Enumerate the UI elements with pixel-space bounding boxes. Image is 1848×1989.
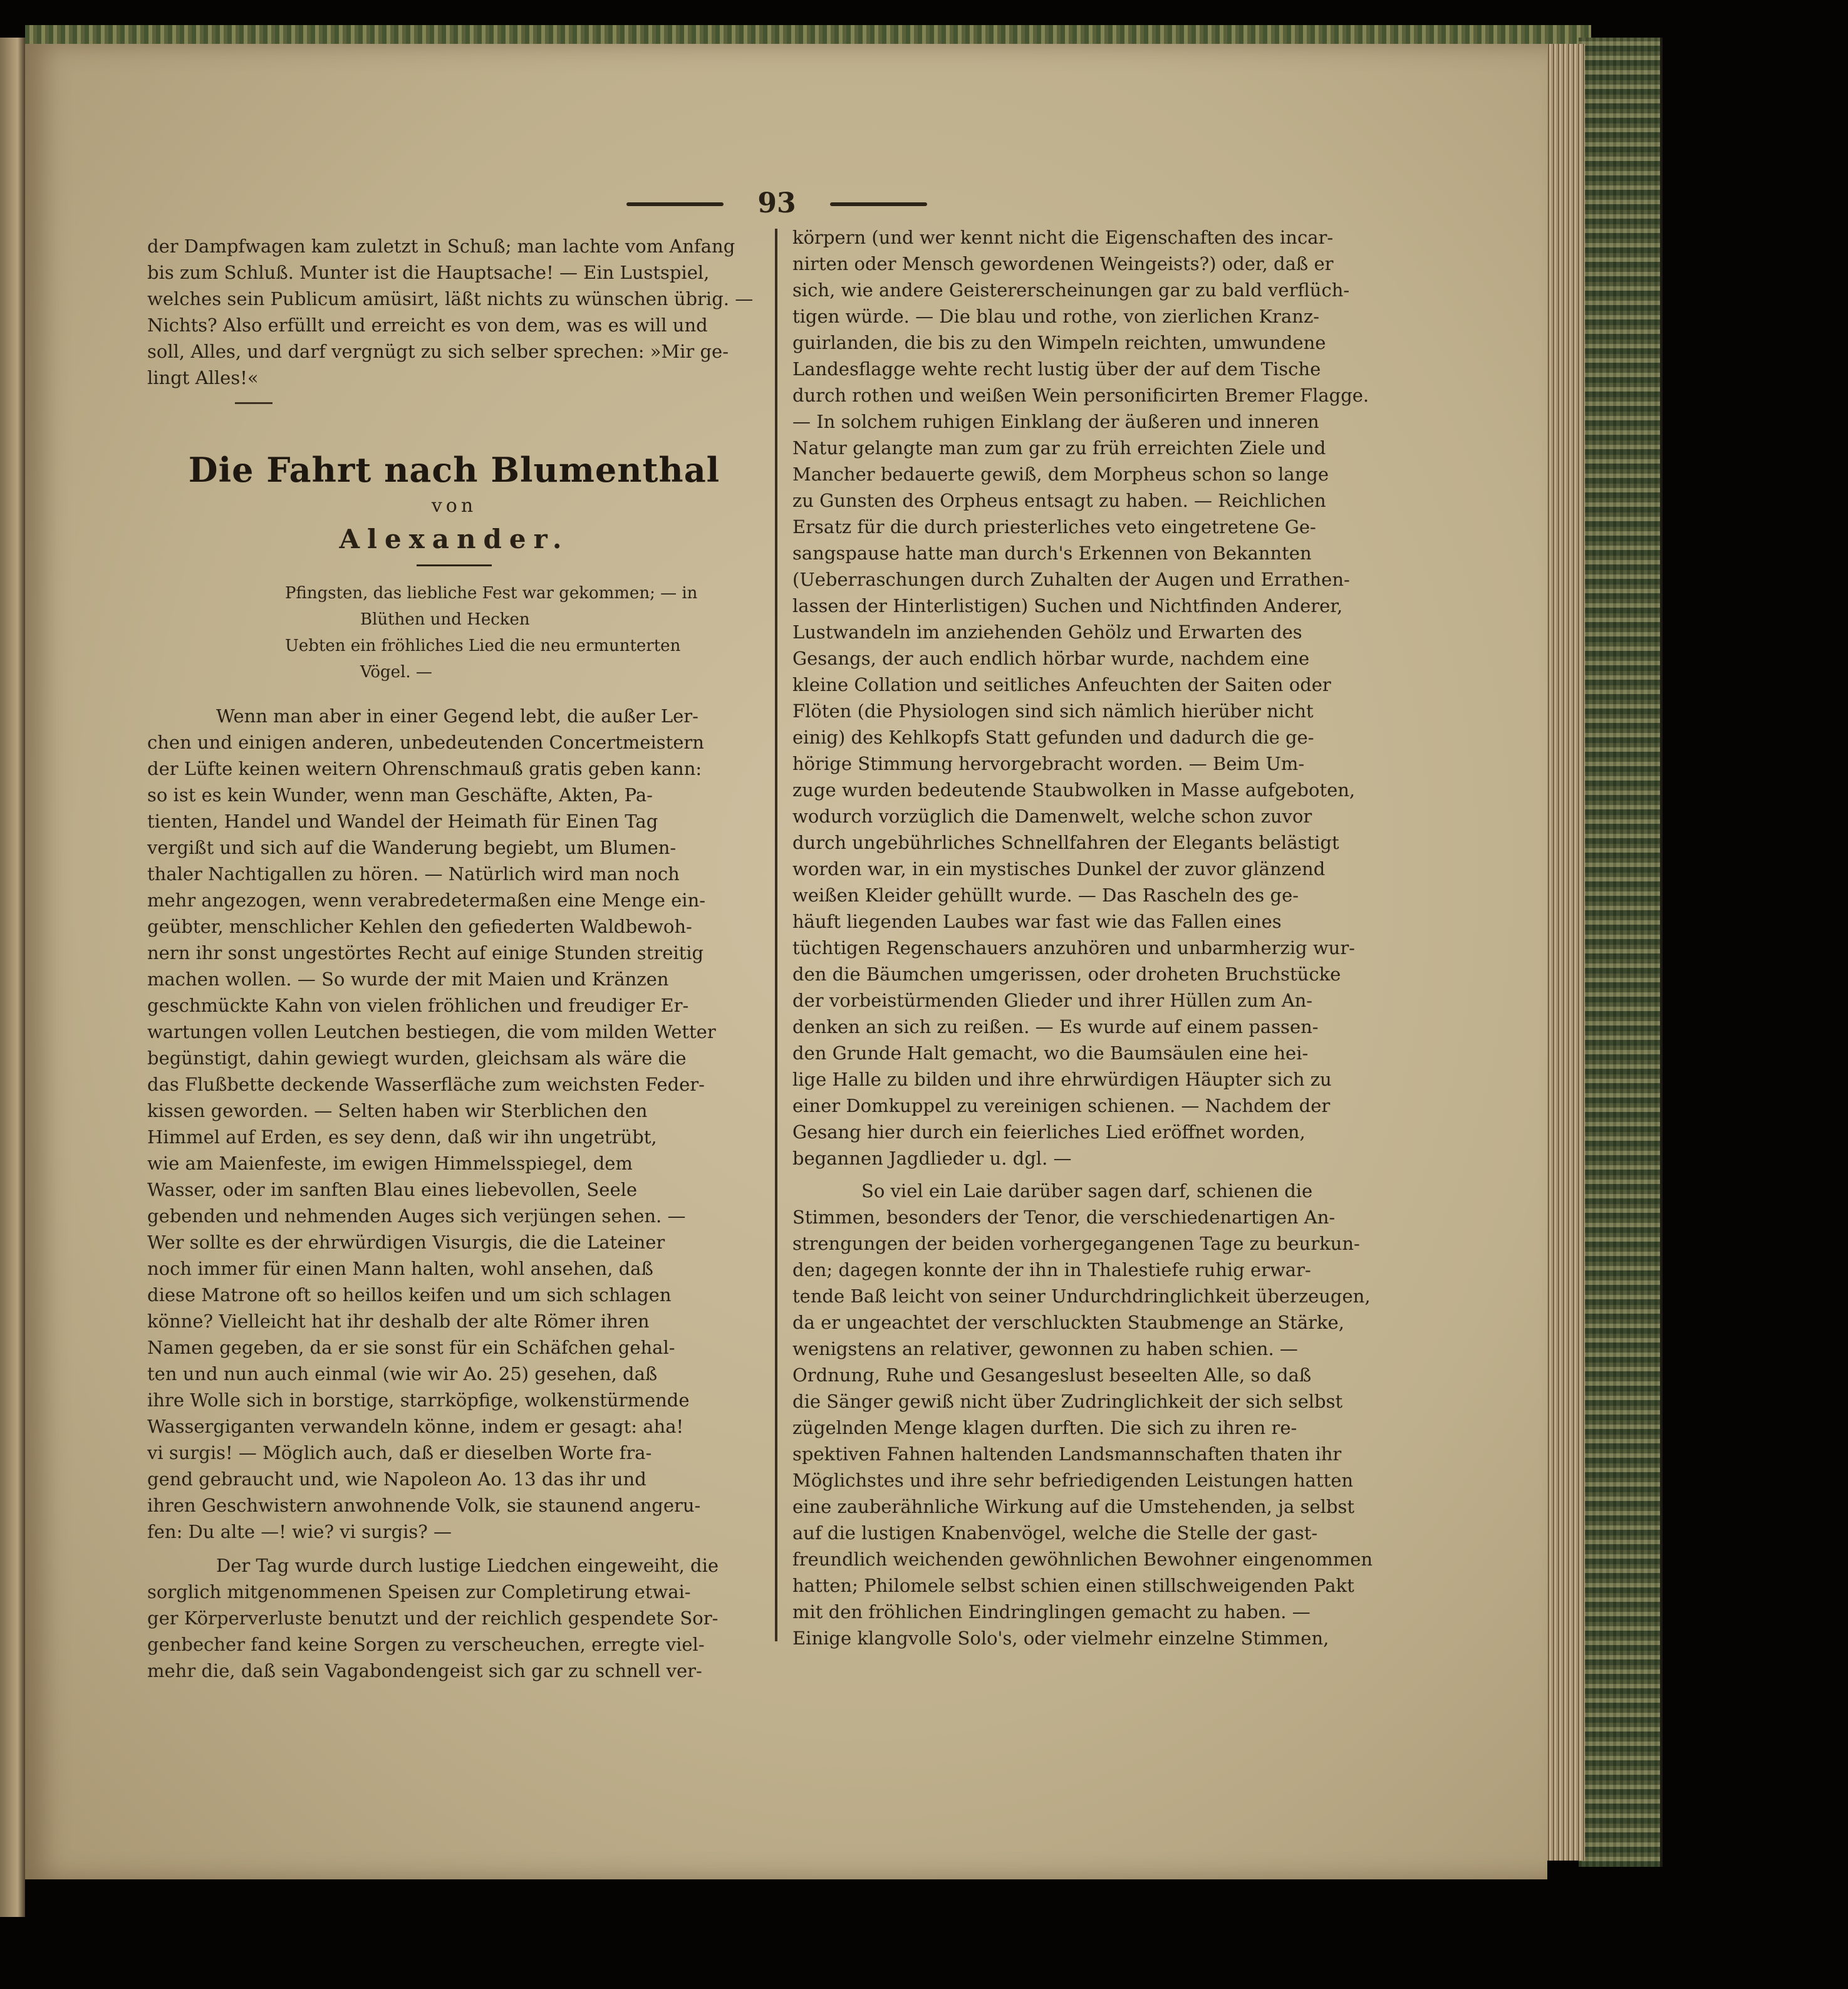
text-line: Landesflagge wehte recht lustig über der auf dem Tische [792,358,1321,380]
text-line: sich, wie andere Geistererscheinungen gar zu bald verflüch- [792,279,1350,301]
text-line: guirlanden, die bis zu den Wimpeln reichten, umwundene [792,332,1326,353]
marbled-cover-right [1579,38,1663,1867]
motto [147,580,761,685]
text-line: körpern (und wer kennt nicht die Eigenschaften des incar- [792,227,1334,248]
motto-line: Vögel. — [360,663,432,682]
text-line: wenigstens an relativer, gewonnen zu haben schien. — [792,1338,1298,1359]
text-line: chen und einigen anderen, unbedeutenden Concertmeistern [147,732,704,753]
text-line: ten und nun auch einmal (wie wir Ao. 25) gesehen, daß [147,1363,658,1384]
text-line: tüchtigen Regenschauers anzuhören und unbarmherzig wur- [792,937,1355,958]
text-line: Gesang hier durch ein feierliches Lied eröffnet worden, [792,1121,1306,1143]
text-line: durch rothen und weißen Wein personificirten Bremer Flagge. [792,385,1369,406]
text-line: mehr angezogen, wenn verabredetermaßen eine Menge ein- [147,890,706,911]
text-line: Namen gegeben, da er sie sonst für ein Schäfchen gehal- [147,1337,675,1358]
text-line: Wassergiganten verwandeln könne, indem er gesagt: aha! [147,1416,684,1437]
text-line: vi surgis! — Möglich auch, daß er dieselben Worte fra- [147,1442,652,1463]
body-paragraph [147,703,761,1545]
motto-line: Pfingsten, das liebliche Fest war gekommen; — in [285,584,698,603]
text-line: bis zum Schluß. Munter ist die Hauptsache! — Ein Lustspiel, [147,262,710,283]
text-line: machen wollen. — So wurde der mit Maien und Kränzen [147,969,669,990]
article-byline: von [431,495,477,517]
text-line: tienten, Handel und Wandel der Heimath für Einen Tag [147,811,658,832]
text-line: Nichts? Also erfüllt und erreicht es von dem, was es will und [147,314,708,336]
article-title: Die Fahrt nach Blumenthal [188,450,720,490]
text-line: begannen Jagdlieder u. dgl. — [792,1148,1072,1169]
body-paragraph [792,1178,1413,1651]
text-line: zügelnden Menge klagen durften. Die sich zu ihren re- [792,1417,1297,1438]
text-line: spektiven Fahnen haltenden Landsmannschaften thaten ihr [792,1443,1342,1465]
intro-paragraph [147,233,761,391]
text-line: vergißt und sich auf die Wanderung begiebt, um Blumen- [147,837,677,858]
text-line: wodurch vorzüglich die Damenwelt, welche schon zuvor [792,806,1312,827]
text-line: durch ungebührliches Schnellfahren der Elegants belästigt [792,832,1339,853]
text-line: einer Domkuppel zu vereinigen schienen. — Nachdem der [792,1095,1331,1116]
text-line: weißen Kleider gehüllt wurde. — Das Rascheln des ge- [792,885,1299,906]
text-line: so ist es kein Wunder, wenn man Geschäfte, Akten, Pa- [147,784,653,806]
text-line: Natur gelangte man zum gar zu früh erreichten Ziele und [792,437,1326,459]
text-line: denken an sich zu reißen. — Es wurde auf einem passen- [792,1016,1319,1037]
text-line: kleine Collation und seitliches Anfeuchten der Saiten oder [792,674,1331,695]
text-line: hörige Stimmung hervorgebracht worden. — Beim Um- [792,753,1305,774]
text-line: der Lüfte keinen weitern Ohrenschmauß gratis geben kann: [147,758,702,779]
text-line: könne? Vielleicht hat ihr deshalb der alte Römer ihren [147,1311,650,1332]
text-line: Himmel auf Erden, es sey denn, daß wir ihn ungetrübt, [147,1126,657,1148]
header-rule-right [830,202,927,206]
text-line: mit den fröhlichen Eindringlingen gemacht zu haben. — [792,1601,1311,1623]
text-line: nirten oder Mensch gewordenen Weingeists?) oder, daß er [792,253,1334,274]
text-line: worden war, in ein mystisches Dunkel der zuvor glänzend [792,858,1326,880]
article-author: Alexander. [339,524,569,554]
text-line: Gesangs, der auch endlich hörbar wurde, nachdem eine [792,648,1310,669]
text-line: Wasser, oder im sanften Blau eines liebevollen, Seele [147,1179,638,1200]
text-line: lige Halle zu bilden und ihre ehrwürdigen Häupter sich zu [792,1069,1332,1090]
text-line: zuge wurden bedeutende Staubwolken in Masse aufgeboten, [792,779,1356,801]
text-line: ger Körperverluste benutzt und der reichlich gespendete Sor- [147,1607,719,1629]
text-line: tende Baß leicht von seiner Undurchdringlichkeit überzeugen, [792,1285,1371,1307]
text-line: hatten; Philomele selbst schien einen stillschweigenden Pakt [792,1575,1354,1596]
motto-line: Uebten ein fröhliches Lied die neu ermunterten [285,636,681,655]
text-line: strengungen der beiden vorhergegangenen Tage zu beurkun- [792,1233,1360,1254]
text-line: mehr die, daß sein Vagabondengeist sich gar zu schnell ver- [147,1660,702,1681]
text-line: zu Gunsten des Orpheus entsagt zu haben. — Reichlichen [792,490,1326,511]
text-line: auf die lustigen Knabenvögel, welche die Stelle der gast- [792,1522,1318,1544]
text-line: wie am Maienfeste, im ewigen Himmelsspiegel, dem [147,1153,633,1174]
text-line: — In solchem ruhigen Einklang der äußeren und inneren [792,411,1319,432]
text-line: welches sein Publicum amüsirt, läßt nichts zu wünschen übrig. — [147,288,754,309]
text-line: die Sänger gewiß nicht über Zudringlichkeit der sich selbst [792,1391,1343,1412]
text-line: da er ungeachtet der verschluckten Staubmenge an Stärke, [792,1312,1344,1333]
text-line: geübter, menschlicher Kehlen den gefiederten Waldbewoh- [147,916,692,937]
body-paragraph [147,1552,761,1684]
text-line: soll, Alles, und darf vergnügt zu sich selber sprechen: »Mir ge- [147,341,729,362]
text-line: Einige klangvolle Solo's, oder vielmehr einzelne Stimmen, [792,1628,1329,1649]
text-line: Der Tag wurde durch lustige Liedchen eingeweiht, die [216,1555,719,1576]
text-line: Wenn man aber in einer Gegend lebt, die außer Ler- [216,705,698,727]
text-line: Möglichstes und ihre sehr befriedigenden Leistungen hatten [792,1470,1354,1491]
text-line: fen: Du alte —! wie? vi surgis? — [147,1521,452,1542]
text-line: Mancher bedauerte gewiß, dem Morpheus schon so lange [792,464,1329,485]
text-line: genbecher fand keine Sorgen zu verscheuchen, erregte viel- [147,1634,705,1655]
page-block-edges [1541,44,1585,1861]
column-divider [775,229,777,1641]
header-rule-left [626,202,724,206]
text-line: eine zauberähnliche Wirkung auf die Umstehenden, ja selbst [792,1496,1355,1517]
text-line: gend gebraucht und, wie Napoleon Ao. 13 das ihr und [147,1468,646,1490]
text-line: noch immer für einen Mann halten, wohl ansehen, daß [147,1258,653,1279]
left-column [147,233,761,1684]
text-line: Ersatz für die durch priesterliches veto eingetretene Ge- [792,516,1316,537]
right-column [792,224,1413,1651]
text-line: der Dampfwagen kam zuletzt in Schuß; man lachte vom Anfang [147,236,735,257]
text-line: sorglich mitgenommenen Speisen zur Completirung etwai- [147,1581,691,1602]
previous-page-edge [0,38,25,1917]
text-line: Stimmen, besonders der Tenor, die verschiedenartigen An- [792,1207,1336,1228]
text-line: tigen würde. — Die blau und rothe, von zierlichen Kranz- [792,306,1320,327]
page-number: 93 [757,187,796,219]
title-rule [417,564,492,566]
text-line: kissen geworden. — Selten haben wir Sterblichen den [147,1100,648,1121]
text-line: ihre Wolle sich in borstige, starrköpfige, wolkenstürmende [147,1389,690,1411]
text-line: das Flußbette deckende Wasserfläche zum weichsten Feder- [147,1074,705,1095]
motto-line: Blüthen und Hecken [360,610,530,629]
text-line: den Grunde Halt gemacht, wo die Baumsäulen eine hei- [792,1042,1309,1064]
text-line: Ordnung, Ruhe und Gesangeslust beseelten Alle, so daß [792,1364,1312,1386]
text-line: freundlich weichenden gewöhnlichen Bewohner eingenommen [792,1549,1373,1570]
text-line: (Ueberraschungen durch Zuhalten der Augen und Errathen- [792,569,1350,590]
text-line: einig) des Kehlkopfs Statt gefunden und dadurch die ge- [792,727,1314,748]
text-line: häuft liegenden Laubes war fast wie das Fallen eines [792,911,1282,932]
body-paragraph [792,224,1413,1171]
text-line: Wer sollte es der ehrwürdigen Visurgis, die die Lateiner [147,1232,665,1253]
text-line: diese Matrone oft so heillos keifen und um sich schlagen [147,1284,672,1306]
page-header [626,185,927,222]
text-line: begünstigt, dahin gewiegt wurden, gleichsam als wäre die [147,1047,687,1069]
text-line: lassen der Hinterlistigen) Suchen und Nichtfinden Anderer, [792,595,1343,616]
text-line: Lustwandeln im anziehenden Gehölz und Erwarten des [792,621,1302,643]
text-line: ihren Geschwistern anwohnende Volk, sie staunend angeru- [147,1495,701,1516]
text-line: nern ihr sonst ungestörtes Recht auf einige Stunden streitig [147,942,704,963]
text-line: So viel ein Laie darüber sagen darf, schienen die [861,1180,1313,1202]
text-line: den die Bäumchen umgerissen, oder droheten Bruchstücke [792,963,1341,985]
text-line: thaler Nachtigallen zu hören. — Natürlich wird man noch [147,863,680,885]
text-line: sangspause hatte man durch's Erkennen von Bekannten [792,543,1312,564]
text-line: wartungen vollen Leutchen bestiegen, die vom milden Wetter [147,1021,716,1042]
text-line: der vorbeistürmenden Glieder und ihrer Hüllen zum An- [792,990,1313,1011]
text-line: den; dagegen konnte der ihn in Thalestiefe ruhig erwar- [792,1259,1311,1280]
text-line: Flöten (die Physiologen sind sich nämlich hierüber nicht [792,700,1314,722]
text-line: gebenden und nehmenden Auges sich verjüngen sehen. — [147,1205,686,1227]
text-line: lingt Alles!« [147,367,259,388]
text-line: geschmückte Kahn von vielen fröhlichen und freudiger Er- [147,995,689,1016]
